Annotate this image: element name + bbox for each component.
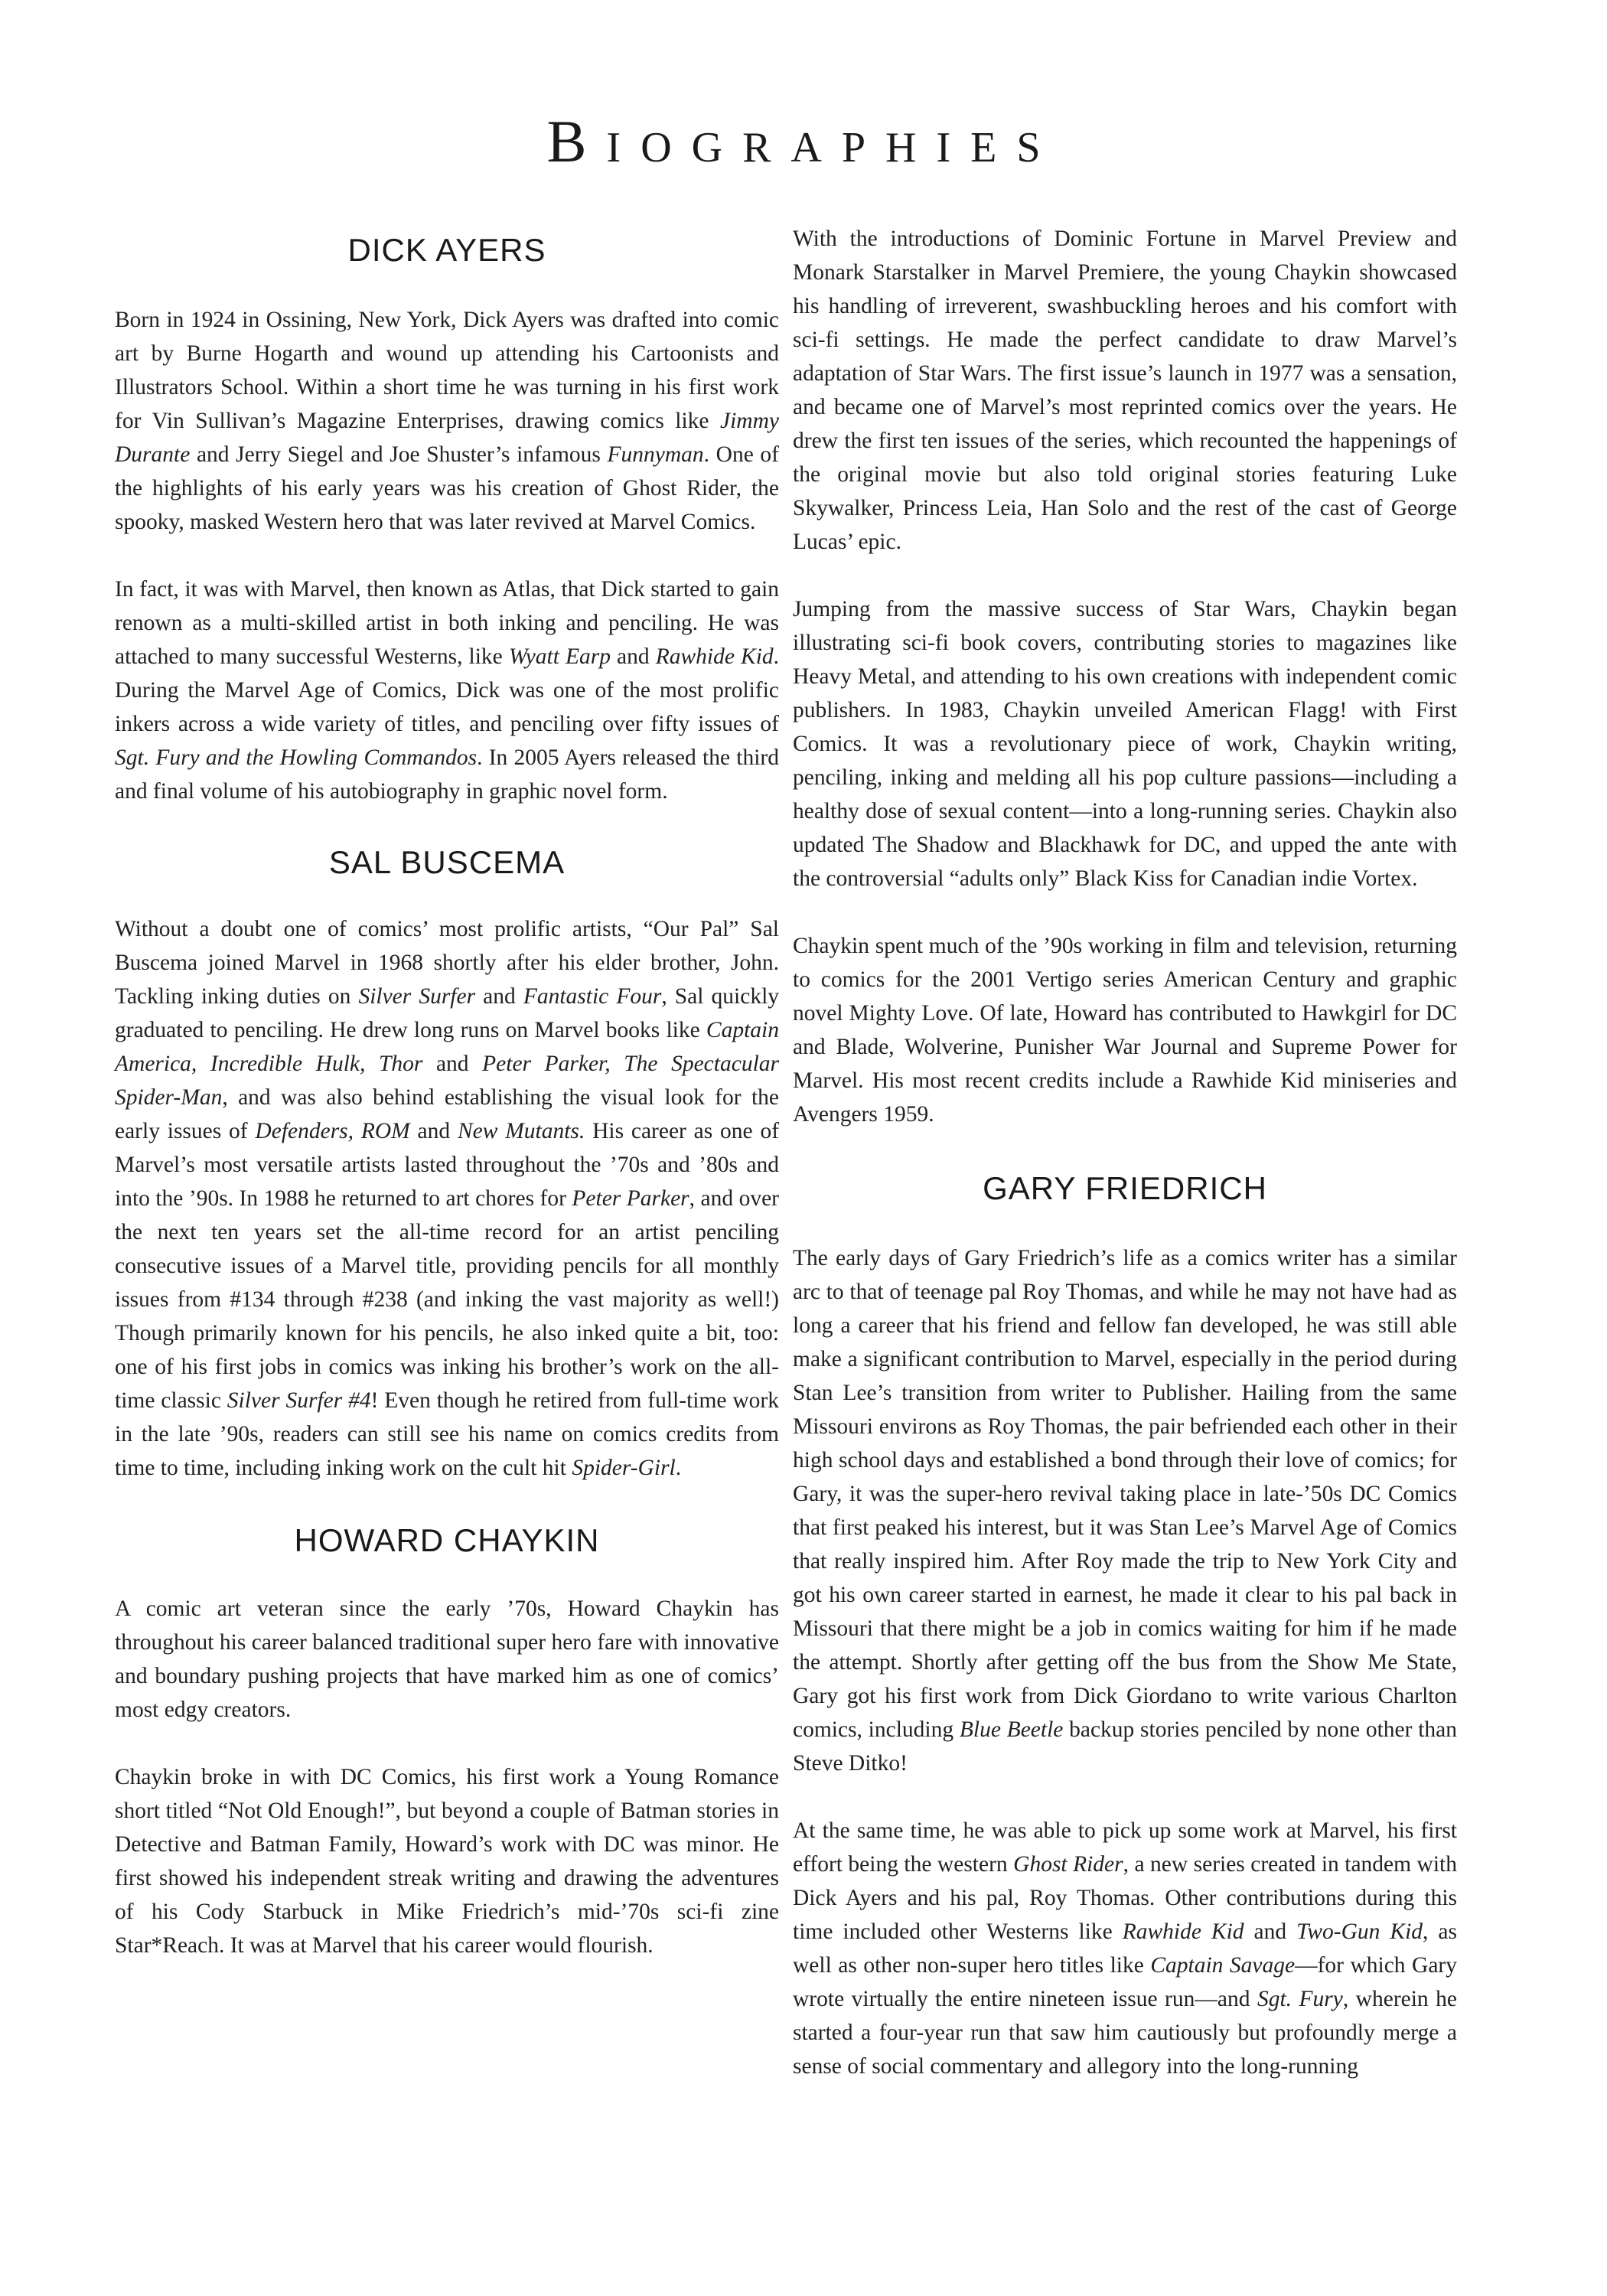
page-title xyxy=(0,107,1607,176)
left-column xyxy=(115,222,779,1962)
friedrich-paragraph-1: The early days of Gary Friedrich’s life as a comics writer has a similar arc to that of teenage pal Roy Thomas, and while he may not have had as long a career that his friend and fellow fan developed, he was still able make a significant contribution to Marvel, especially in the period during Stan Lee’s transition from writer to Publisher. Hailing from the same Missouri environs as Roy Thomas, the pair befriended each other in their high school days and established a bond through their love of comics; for Gary, it was the super-hero revival taking place in late-’50s DC Comics that first peaked his interest, but it was Stan Lee’s Marvel Age of Comics that really inspired him. After Roy made the trip to New York City and got his own career started in earnest, he made it clear to his pal back in Missouri that there might be a job in comics waiting for him if he made the attempt. Shortly after getting off the bus from the Show Me State, Gary got his first work from Dick Giordano to write various Charlton comics, including Blue Beetle backup stories penciled by none other than Steve Ditko! xyxy=(793,1246,1457,1776)
page-title-initial: B xyxy=(546,108,607,174)
heading-dick-ayers: DICK AYERS xyxy=(347,232,546,268)
ayers-paragraph-1: Born in 1924 in Ossining, New York, Dick Ayers was drafted into comic art by Burne Hogarth and wound up attending his Cartoonists and Illustrators School. Within a short time he was turning in his first work for Vin Sullivan’s Magazine Enterprises, drawing comics like Jimmy Durante and Jerry Siegel and Joe Shuster’s infamous Funnyman. One of the highlights of his early years was his creation of Ghost Rider, the spooky, masked Western hero that was later revived at Marvel Comics. xyxy=(115,308,779,534)
chaykin-paragraph-2: Chaykin broke in with DC Comics, his first work a Young Romance short titled “Not Old Enough!”, but beyond a couple of Batman stories in Detective and Batman Family, Howard’s work with DC was minor. He first showed his independent streak writing and drawing the adventures of his Cody Starbuck in Mike Friedrich’s mid-’70s sci-fi zine Star*Reach. It was at Marvel that his career would flourish. xyxy=(115,1765,779,1958)
friedrich-paragraph-2: At the same time, he was able to pick up some work at Marvel, his first effort being the western Ghost Rider, a new series created in tandem with Dick Ayers and his pal, Roy Thomas. Other contributions during this time included other Westerns like Rawhide Kid and Two-Gun Kid, as well as other non-super hero titles like Captain Savage—for which Gary wrote virtually the entire nineteen issue run—and Sgt. Fury, wherein he started a four-year run that saw him cautiously but profoundly merge a sense of social commentary and allegory into the long-running xyxy=(793,1818,1457,2079)
buscema-paragraph-1: Without a doubt one of comics’ most prolific artists, “Our Pal” Sal Buscema joined Marvel in 1968 shortly after his elder brother, John. Tackling inking duties on Silver Surfer and Fantastic Four, Sal quickly graduated to penciling. He drew long runs on Marvel books like Captain America, Incredible Hulk, Thor and Peter Parker, The Spectacular Spider-Man, and was also behind establishing the visual look for the early issues of Defenders, ROM and New Mutants. His career as one of Marvel’s most versatile artists lasted throughout the ’70s and ’80s and into the ’90s. In 1988 he returned to art chores for Peter Parker, and over the next ten years set the all-time record for an artist penciling consecutive issues of a Marvel title, providing pencils for all monthly issues from #134 through #238 (and inking the vast majority as well!) Though primarily known for his pencils, he also inked quite a bit, too: one of his first jobs in comics was inking his brother’s work on the all-time classic Silver Surfer #4! Even though he retired from full-time work in the late ’90s, readers can still see his name on comics credits from time to time, including inking work on the cult hit Spider-Girl. xyxy=(115,917,780,1480)
heading-sal-buscema: SAL BUSCEMA xyxy=(328,844,566,880)
chaykin-paragraph-3: With the introductions of Dominic Fortune in Marvel Preview and Monark Starstalker in Marvel Premiere, the young Chaykin showcased his handling of irreverent, swashbuckling heroes and his comfort with sci-fi settings. He made the perfect candidate to draw Marvel’s adaptation of Star Wars. The first issue’s launch in 1977 was a sensation, and became one of Marvel’s most reprinted comics over the years. He drew the first ten issues of the series, which recounted the happenings of the original movie but also told original stories featuring Luke Skywalker, Princess Leia, Han Solo and the rest of the cast of George Lucas’ epic. xyxy=(793,227,1457,554)
chaykin-paragraph-4: Jumping from the massive success of Star Wars, Chaykin began illustrating sci-fi book covers, contributing stories to magazines like Heavy Metal, and attending to his own creations with independent comic publishers. In 1983, Chaykin unveiled American Flagg! with First Comics. It was a revolutionary piece of work, Chaykin writing, penciling, inking and melding all his pop culture passions—including a healthy dose of sexual content—into a long-running series. Chaykin also updated The Shadow and Blackhawk for DC, and upped the ante with the controversial “adults only” Black Kiss for Canadian indie Vortex. xyxy=(793,597,1457,891)
heading-howard-chaykin: HOWARD CHAYKIN xyxy=(294,1522,600,1558)
chaykin-paragraph-1: A comic art veteran since the early ’70s, Howard Chaykin has throughout his career balanced traditional super hero fare with innovative and boundary pushing projects that have marked him as one of comics’ most edgy creators. xyxy=(115,1596,779,1722)
heading-gary-friedrich: GARY FRIEDRICH xyxy=(983,1170,1267,1206)
chaykin-paragraph-5: Chaykin spent much of the ’90s working in film and television, returning to comics for the 2001 Vertigo series American Century and graphic novel Mighty Love. Of late, Howard has contributed to Hawkgirl for DC and Blade, Wolverine, Punisher War Journal and Supreme Power for Marvel. His most recent credits include a Rawhide Kid miniseries and Avengers 1959. xyxy=(793,934,1457,1127)
ayers-paragraph-2: In fact, it was with Marvel, then known as Atlas, that Dick started to gain renown as a multi-skilled artist in both inking and penciling. He was attached to many successful Westerns, like Wyatt Earp and Rawhide Kid. During the Marvel Age of Comics, Dick was one of the most prolific inkers across a wide variety of titles, and penciling over fifty issues of Sgt. Fury and the Howling Commandos. In 2005 Ayers released the third and final volume of his autobiography in graphic novel form. xyxy=(115,577,780,804)
page-title-rest: IOGRAPHIES xyxy=(606,124,1061,171)
right-column xyxy=(793,222,1457,2083)
